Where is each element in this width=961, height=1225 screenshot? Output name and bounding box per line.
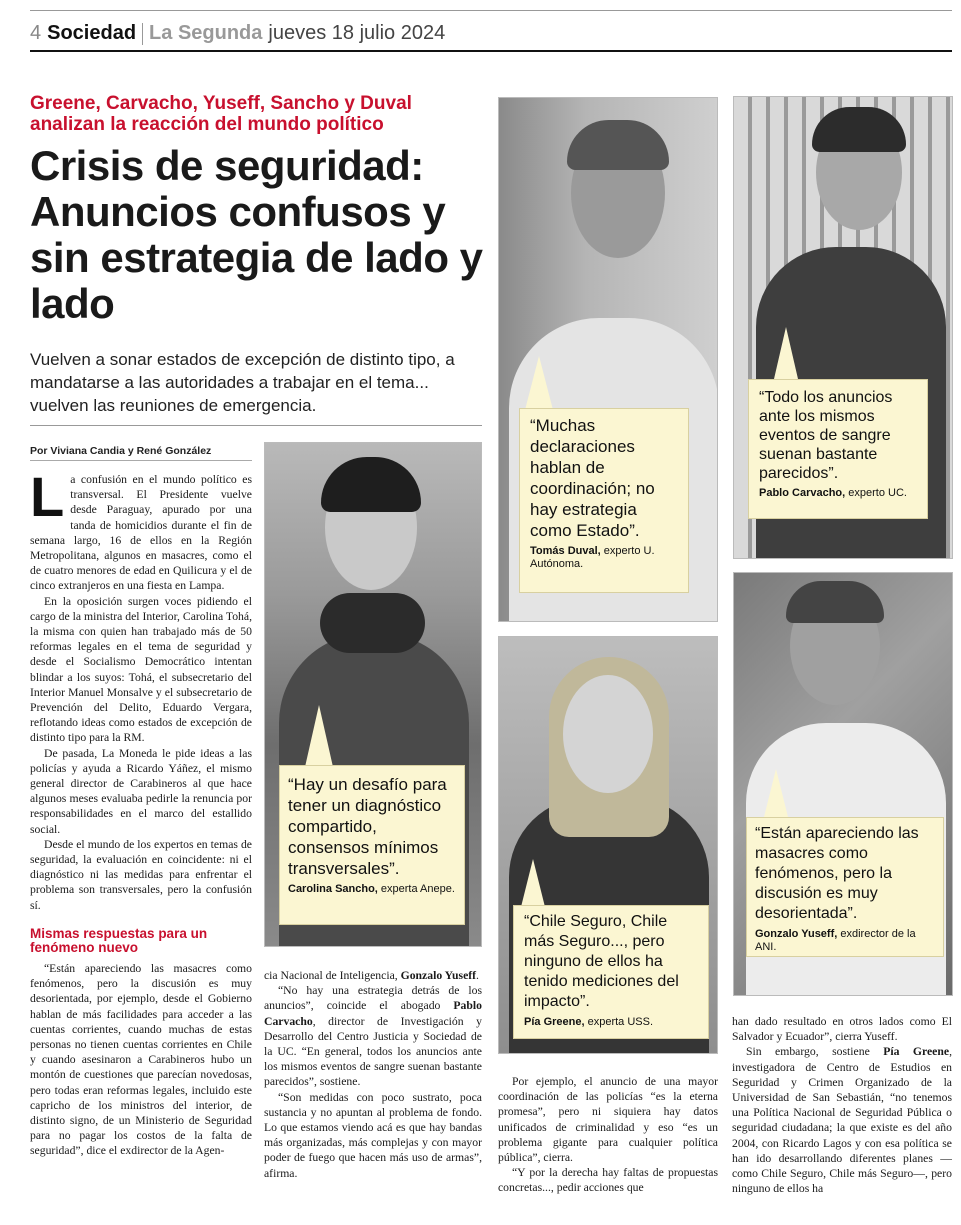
speech-bubble-tail (764, 769, 788, 817)
quote-attribution (288, 883, 456, 896)
article-dek: Vuelven a sonar estados de excepción de distinto tipo, a mandatarse a las autoridades a trabajar en el tema... vuelven las reuniones de emergencia. (30, 350, 455, 415)
quote-text: “Muchas declaraciones hablan de coordinación; no hay estrategia como Estado”. (530, 416, 655, 540)
paragraph: “Están apareciendo las masacres como fenómenos, pero la discusión es muy desorientada, por ejemplo, desde el Gobierno hablan de más facilidades para acceder a las cuentas corrientes, cuando muchas de estas personas no tienen cuentas corrientes en Chile y cuando asesinaron a Carabineros hubo un montón de cuestiones que parecían novedosas, pero todas eran reformas legales, incluido este capricho de los ministros del interior, de distinto signo, de un Ministerio de Seguridad para no pagar los costos de la falta de seguridad”, dice el exdirector de la Agen- (30, 961, 252, 1158)
paragraph: “Y por la derecha hay faltas de propuestas concretas..., pedir acciones que (498, 1166, 718, 1195)
paragraph-text: , director de Investigación y Desarrollo del Centro Justicia y Sociedad de la UC. “En general, todos los anuncios ante los mismos eventos de sangre suenan bastante parecidos”, sostiene. (264, 1014, 482, 1089)
speech-bubble-tail (305, 705, 333, 767)
paragraph-text: . (476, 969, 479, 982)
article-column-4 (732, 1014, 952, 1196)
paragraph: han dado resultado en otros lados como El Salvador y Ecuador”, cierra Yuseff. (732, 1015, 952, 1044)
quote-bubble-yuseff (746, 817, 944, 957)
portrait-scarf (320, 593, 425, 653)
section-name: Sociedad (47, 22, 137, 44)
quote-bubble-carvacho (748, 379, 928, 519)
paragraph (30, 465, 252, 594)
quote-attribution (530, 545, 678, 571)
portrait-head (563, 675, 653, 793)
article-column-3 (498, 1074, 718, 1196)
header-row (30, 22, 445, 45)
quote-text: “Todo los anuncios ante los mismos eventos de sangre suenan bastante parecidos”. (759, 389, 893, 482)
paragraph: En la oposición surgen voces pidiendo el cargo de la ministra del Interior, Carolina Tohá, la misma con quien han trabajado más de 50 reformas legales en el tema de seguridad y desde el Socialismo Democrático intentan blindar a los suyos: Tohá, el subsecretario del Interior Manuel Monsalve y el subsecretario de Prevención del Delito, Eduardo Vergara, reflotando ideas como estados de excepción de distinto tipo para la RM. (30, 594, 252, 745)
article-headline: Crisis de seguridad: Anuncios confusos y sin estrategia de lado y lado (30, 142, 483, 327)
quote-role: exdirector de la ANI. (755, 928, 916, 953)
person-name: Pía Greene (883, 1045, 950, 1059)
speech-bubble-tail (525, 356, 553, 410)
quote-author: Gonzalo Yuseff, (755, 928, 838, 940)
quote-role: experta USS. (584, 1016, 654, 1028)
paragraph-text: cia Nacional de Inteligencia, (264, 969, 401, 982)
quote-attribution (524, 1016, 698, 1029)
quote-bubble-duval (519, 408, 689, 593)
quote-author: Carolina Sancho, (288, 883, 378, 895)
paragraph (264, 983, 482, 1089)
article-column-1 (30, 465, 252, 1159)
quote-attribution (755, 928, 935, 954)
paragraph: Desde el mundo de los expertos en temas de seguridad, la evaluación en coincidente: ni el diagnóstico ni las medidas para enfrentar el problema son transversales, pero la confusión sí. (30, 837, 252, 912)
header-top-rule (30, 10, 952, 11)
dek-rule (30, 425, 482, 426)
header-divider (142, 23, 143, 45)
drop-cap: L (30, 465, 65, 528)
byline: Por Viviana Candia y René González (30, 445, 212, 457)
quote-role: experta Anepe. (377, 883, 455, 895)
speech-bubble-tail (774, 327, 798, 379)
quote-role: experto UC. (845, 487, 907, 499)
portrait-hair (786, 581, 884, 623)
page-number: 4 (30, 22, 42, 44)
article-kicker: Greene, Carvacho, Yuseff, Sancho y Duval analizan la reacción del mundo político (30, 93, 412, 135)
person-name: Pablo Carvacho (264, 999, 482, 1028)
quote-author: Tomás Duval, (530, 545, 601, 557)
quote-author: Pía Greene, (524, 1016, 585, 1028)
photo-pablo-carvacho (733, 96, 953, 559)
photo-tomas-duval (498, 97, 718, 622)
article-column-2 (264, 968, 482, 1181)
quote-text: “Chile Seguro, Chile más Seguro..., pero ninguno de ellos ha tenido mediciones del impacto”. (524, 913, 679, 1010)
paragraph: Por ejemplo, el anuncio de una mayor coordinación de las policías “es la eterna promesa”, pero ni siquiera hay datos unificados de criminalidad y eso “es un problema gigante para cualquier política pública”, cierra. (498, 1075, 718, 1165)
subheading: Mismas respuestas para un fenómeno nuevo (30, 925, 208, 955)
quote-text: “Hay un desafío para tener un diagnóstico compartido, consensos mínimos transversales”. (288, 775, 447, 878)
newspaper-name: La Segunda (149, 22, 263, 44)
paragraph (732, 1044, 952, 1196)
paragraph-text: a confusión en el mundo político es transversal. El Presidente vuelve desde Paraguay, apurado por una tanda de homicidios durante el fin de semana largo, 16 de ellos en la Región Metropolitana, algunos en masacres, como el de cuatro menores de edad en Quilicura y el de cinco extranjeros en una fiesta en Lampa. (30, 473, 252, 593)
quote-text: “Están apareciendo las masacres como fenómenos, pero la discusión es muy desorientada”. (755, 825, 919, 922)
paragraph (264, 968, 482, 983)
quote-role: experto U. Autónoma. (530, 545, 655, 570)
quote-attribution (759, 487, 917, 500)
paragraph-text: Sin embargo, sostiene (746, 1045, 884, 1059)
quote-bubble-sancho (279, 765, 465, 925)
byline-rule (30, 460, 252, 461)
person-name: Gonzalo Yuseff (400, 969, 477, 982)
photo-pia-greene (498, 636, 718, 1054)
page-header (30, 10, 952, 52)
quote-bubble-greene (513, 905, 709, 1039)
speech-bubble-tail (521, 859, 545, 907)
photo-carolina-sancho (264, 442, 482, 947)
quote-author: Pablo Carvacho, (759, 487, 846, 499)
paragraph: “Son medidas con poco sustrato, poca sustancia y no apuntan al problema de fondo. Lo que estamos viendo acá es que hay bandas más organizadas, más complejas y con mayor poder de fuego que hacen más uso de armas”, afirma. (264, 1090, 482, 1180)
paragraph-text: “No hay una estrategia detrás de los anuncios”, coincide el abogado (264, 984, 482, 1013)
publication-date: jueves 18 julio 2024 (268, 22, 446, 44)
photo-gonzalo-yuseff (733, 572, 953, 996)
paragraph-text: , investigadora de Centro de Estudios en Seguridad y Crimen Organizado de la Universidad de San Sebastián, “no tenemos una Política Nacional de Seguridad Pública o seguridad ciudadana; la que existe es del año 2004, con Ricardo Lagos y con esa política se han ido desarrollando diferentes planes —como Chile Seguro, Chile más Seguro—, pero ninguno de ellos ha (732, 1045, 952, 1196)
paragraph: De pasada, La Moneda le pide ideas a las policías y ayuda a Ricardo Yáñez, el mismo general director de Carabineros al que hace algunos meses evaluaba pedirle la renuncia por responsabilidades en el marco del estallido social. (30, 746, 252, 836)
